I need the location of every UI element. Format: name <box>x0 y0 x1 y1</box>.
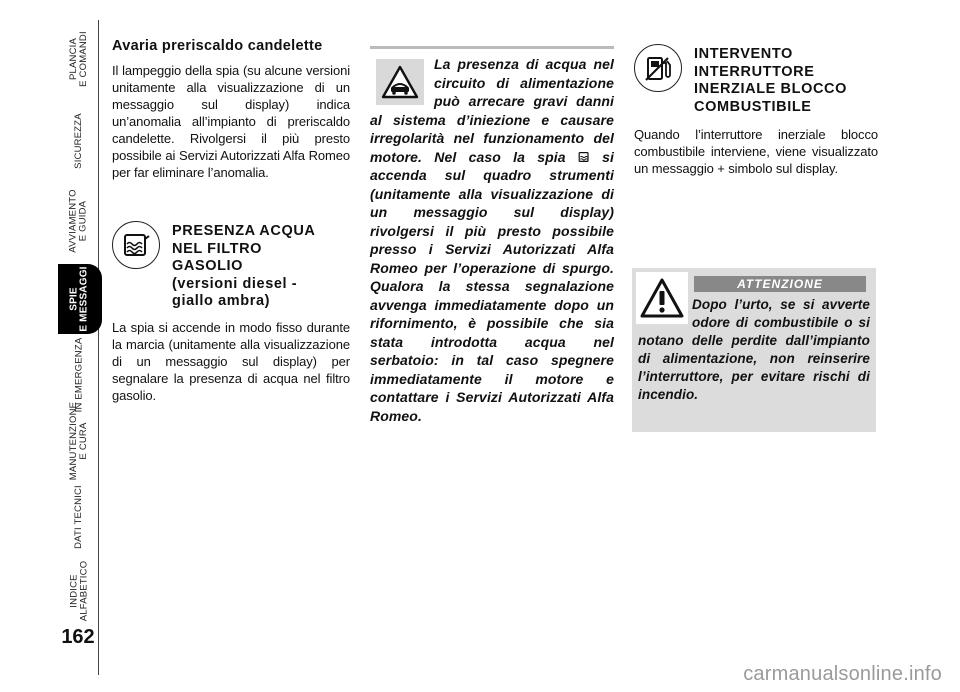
water-warning-text-part2: si accenda sul quadro strumenti (unitamente alla visualizzazione di un messaggio sul display) rivolgersi il più presto possibile presso i Servizi Autorizzati Alfa Romeo per l’operazione di spurgo. Qualora la stessa segnalazione avvenga immediatamente dopo un rifornimento, è possibile che sia stata introdotta acqua nel serbatoio: in tal caso spegnere immediatamente il motore e contattare i Servizi Autorizzati Alfa Romeo. <box>370 148 614 424</box>
tab-label: IN EMERGENZA <box>73 337 84 413</box>
tab-label: PLANCIA E COMANDI <box>68 31 90 87</box>
water-in-fuel-paragraph: La spia si accende in modo fisso durante la marcia (unitamente alla visualizzazione di un messaggio sul display) per segnalare la presenza di acqua nel filtro gasolio. <box>112 319 350 403</box>
tab-label: SPIE E MESSAGGI <box>69 266 91 332</box>
glow-plug-paragraph: Il lampeggio della spia (su alcune versioni unitamente alla visualizzazione di un messaggio sul display) indica un’anomalia all’impianto di preriscaldo candelette. Rivolgersi il più presto possibile ai Servizi Autorizzati Alfa Romeo per far eliminare l’anomalia. <box>112 63 350 180</box>
attention-text: Dopo l’urto, se si avverte odore di combustibile o si notano delle perdite dall’impianto di alimentazione, non reinserire l’interruttore, per evitare rischi di incendio. <box>638 297 870 402</box>
attention-label: ATTENZIONE <box>694 276 866 292</box>
tab-sicurezza[interactable] <box>60 108 98 174</box>
fuel-cutoff-title-line: INTERRUTTORE <box>694 63 815 80</box>
water-warning-block <box>370 55 614 425</box>
column-left <box>112 38 350 404</box>
sidebar-nav <box>0 0 104 692</box>
fuel-cutoff-title-line: INERZIALE BLOCCO <box>694 81 847 97</box>
fuel-cutoff-paragraph: Quando l’interruttore inerziale blocco combustibile interviene, viene visualizzato un messaggio + simbolo sul display. <box>634 127 878 176</box>
column-right <box>634 44 878 177</box>
fuel-cutoff-title-line: INTERVENTO <box>694 46 793 62</box>
warning-rule <box>370 46 614 49</box>
column-middle <box>370 46 614 425</box>
water-in-fuel-title-line: GASOLIO <box>172 258 244 274</box>
water-in-fuel-title-line: PRESENZA ACQUA <box>172 223 316 239</box>
tab-label: DATI TECNICI <box>73 485 84 549</box>
attention-float-spacer <box>638 296 692 326</box>
water-in-fuel-title-line: giallo ambra) <box>172 293 271 309</box>
page-number: 162 <box>61 626 95 648</box>
fuel-cutoff-icon <box>634 44 682 92</box>
water-in-fuel-inline-icon <box>578 151 590 163</box>
tab-label: INDICE ALFABETICO <box>68 560 90 622</box>
water-warning-text-part1: La presenza di acqua nel circuito di alimentazione può arrecare gravi danni al sistema d’iniezione e causare irregolarità nel funzionamento del motore. Nel caso la spia <box>370 56 614 165</box>
slippery-car-warning-icon <box>376 59 424 105</box>
water-in-fuel-title-line: NEL FILTRO <box>172 240 263 257</box>
water-in-fuel-icon <box>112 221 160 269</box>
watermark: carmanualsonline.info <box>743 663 942 685</box>
glow-plug-heading: Avaria preriscaldo candelette <box>112 38 323 54</box>
tab-plancia-e-comandi[interactable] <box>60 26 98 92</box>
water-in-fuel-section-header <box>112 221 350 311</box>
tab-in-emergenza[interactable] <box>60 337 98 413</box>
tab-indice-alfabetico[interactable] <box>60 558 98 624</box>
tab-avviamento-e-guida[interactable] <box>60 188 98 254</box>
tab-label: MANUTENZIONE E CURA <box>68 401 89 481</box>
water-warning-text <box>370 55 614 425</box>
attention-text-wrapper <box>638 296 870 404</box>
tab-dati-tecnici[interactable] <box>60 484 98 550</box>
tab-spie-e-messaggi[interactable] <box>58 264 102 334</box>
tab-label: AVVIAMENTO E GUIDA <box>68 189 90 253</box>
water-in-fuel-title-line: (versioni diesel - <box>172 275 298 292</box>
fuel-cutoff-section-header <box>634 44 878 116</box>
fuel-cutoff-title-line: COMBUSTIBILE <box>694 98 812 115</box>
tab-manutenzione-e-cura[interactable] <box>60 401 98 481</box>
attention-box <box>632 268 876 432</box>
sidebar-divider <box>98 20 99 675</box>
tab-label: SICUREZZA <box>73 113 85 169</box>
